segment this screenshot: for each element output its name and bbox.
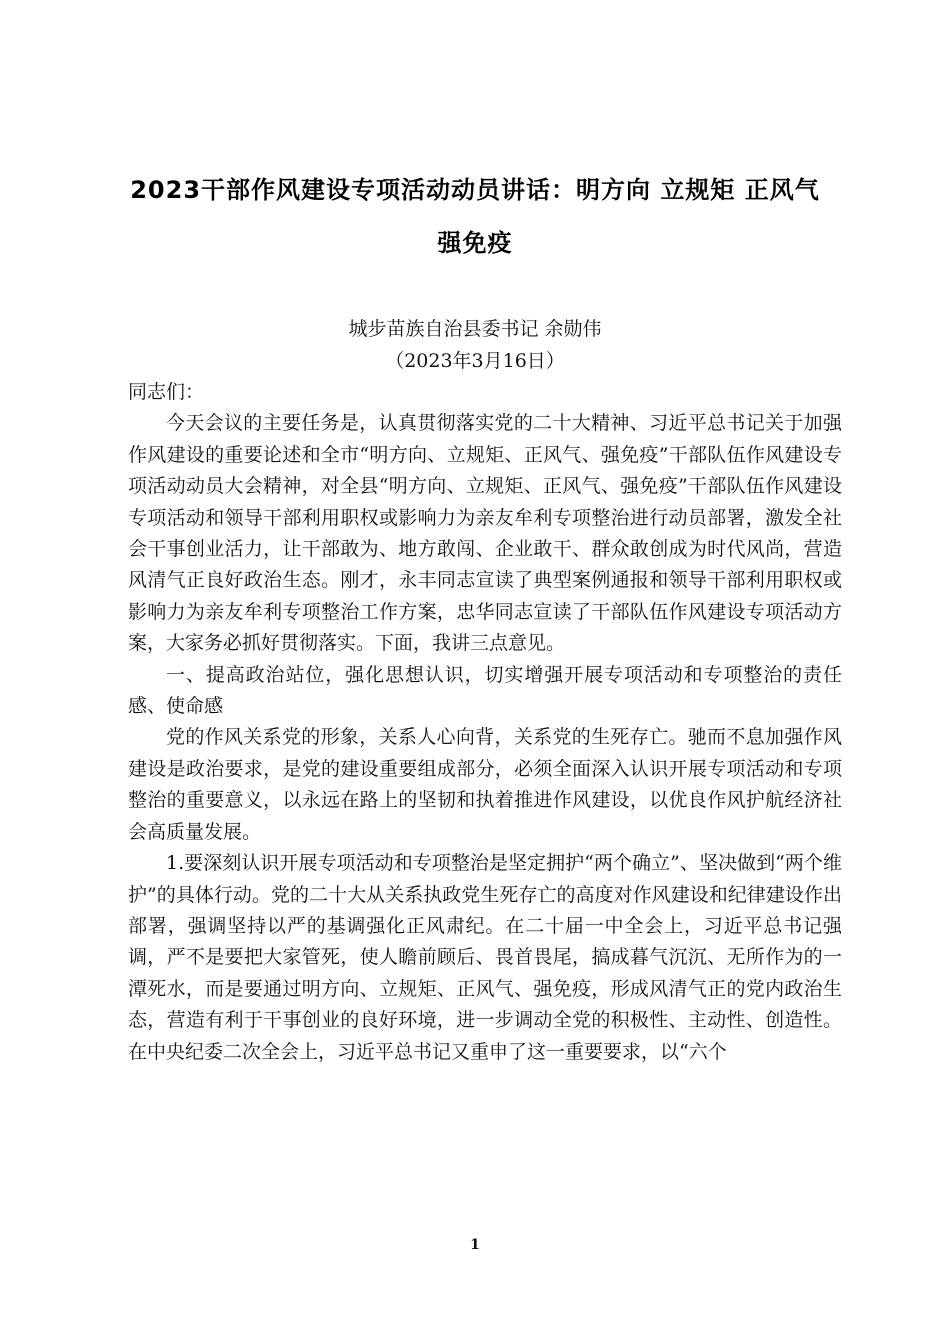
body-paragraph: 党的作风关系党的形象，关系人心向背，关系党的生死存亡。驰而不息加强作风建设是政治要求，是党的建设重要组成部分，必须全面深入认识开展专项活动和专项整治的重要意义，以永远在路上的坚韧和执着推进作风建设，以优良作风护航经济社会高质量发展。 — [128, 726, 842, 843]
document-title-line1: 2023干部作风建设专项活动动员讲话：明方向 立规矩 正风气 — [130, 176, 820, 204]
page-number: 1 — [470, 1237, 480, 1253]
section-heading: 一、提高政治站位，强化思想认识，切实增强开展专项活动和专项整治的责任感、使命感 — [128, 663, 842, 718]
speech-date: （2023年3月16日） — [385, 350, 565, 372]
document-title-line2: 强免疫 — [437, 229, 513, 257]
body-paragraph: 今天会议的主要任务是，认真贯彻落实党的二十大精神、习近平总书记关于加强作风建设的重要论述和全市“明方向、立规矩、正风气、强免疫”干部队伍作风建设专项活动动员大会精神，对全县“明方向、立规矩、正风气、强免疫”干部队伍作风建设专项活动和领导干部利用职权或影响力为亲友牟利专项整治进行动员部署，激发全社会干事创业活力，让干部敢为、地方敢闯、企业敢干、群众敢创成为时代风尚，营造风清气正良好政治生态。刚才，永丰同志宣读了典型案例通报和领导干部利用职权或影响力为亲友牟利专项整治工作方案，忠华同志宣读了干部队伍作风建设专项活动方案，大家务必抓好贯彻落实。下面，我讲三点意见。 — [128, 412, 842, 655]
salutation: 同志们： — [128, 381, 205, 403]
speech-body — [128, 377, 842, 1068]
speaker-byline: 城步苗族自治县委书记 余勋伟 — [348, 318, 602, 340]
body-paragraph: 1.要深刻认识开展专项活动和专项整治是坚定拥护“两个确立”、坚决做到“两个维护”的具体行动。党的二十大从关系执政党生死存亡的高度对作风建设和纪律建设作出部署，强调坚持以严的基调强化正风肃纪。在二十届一中全会上，习近平总书记强调，严不是要把大家管死，使人瞻前顾后、畏首畏尾，搞成暮气沉沉、无所作为的一潭死水，而是要通过明方向、立规矩、正风气、强免疫，形成风清气正的党内政治生态，营造有利于干事创业的良好环境，进一步调动全党的积极性、主动性、创造性。在中央纪委二次全会上，习近平总书记又重申了这一重要要求，以“六个 — [128, 852, 842, 1063]
